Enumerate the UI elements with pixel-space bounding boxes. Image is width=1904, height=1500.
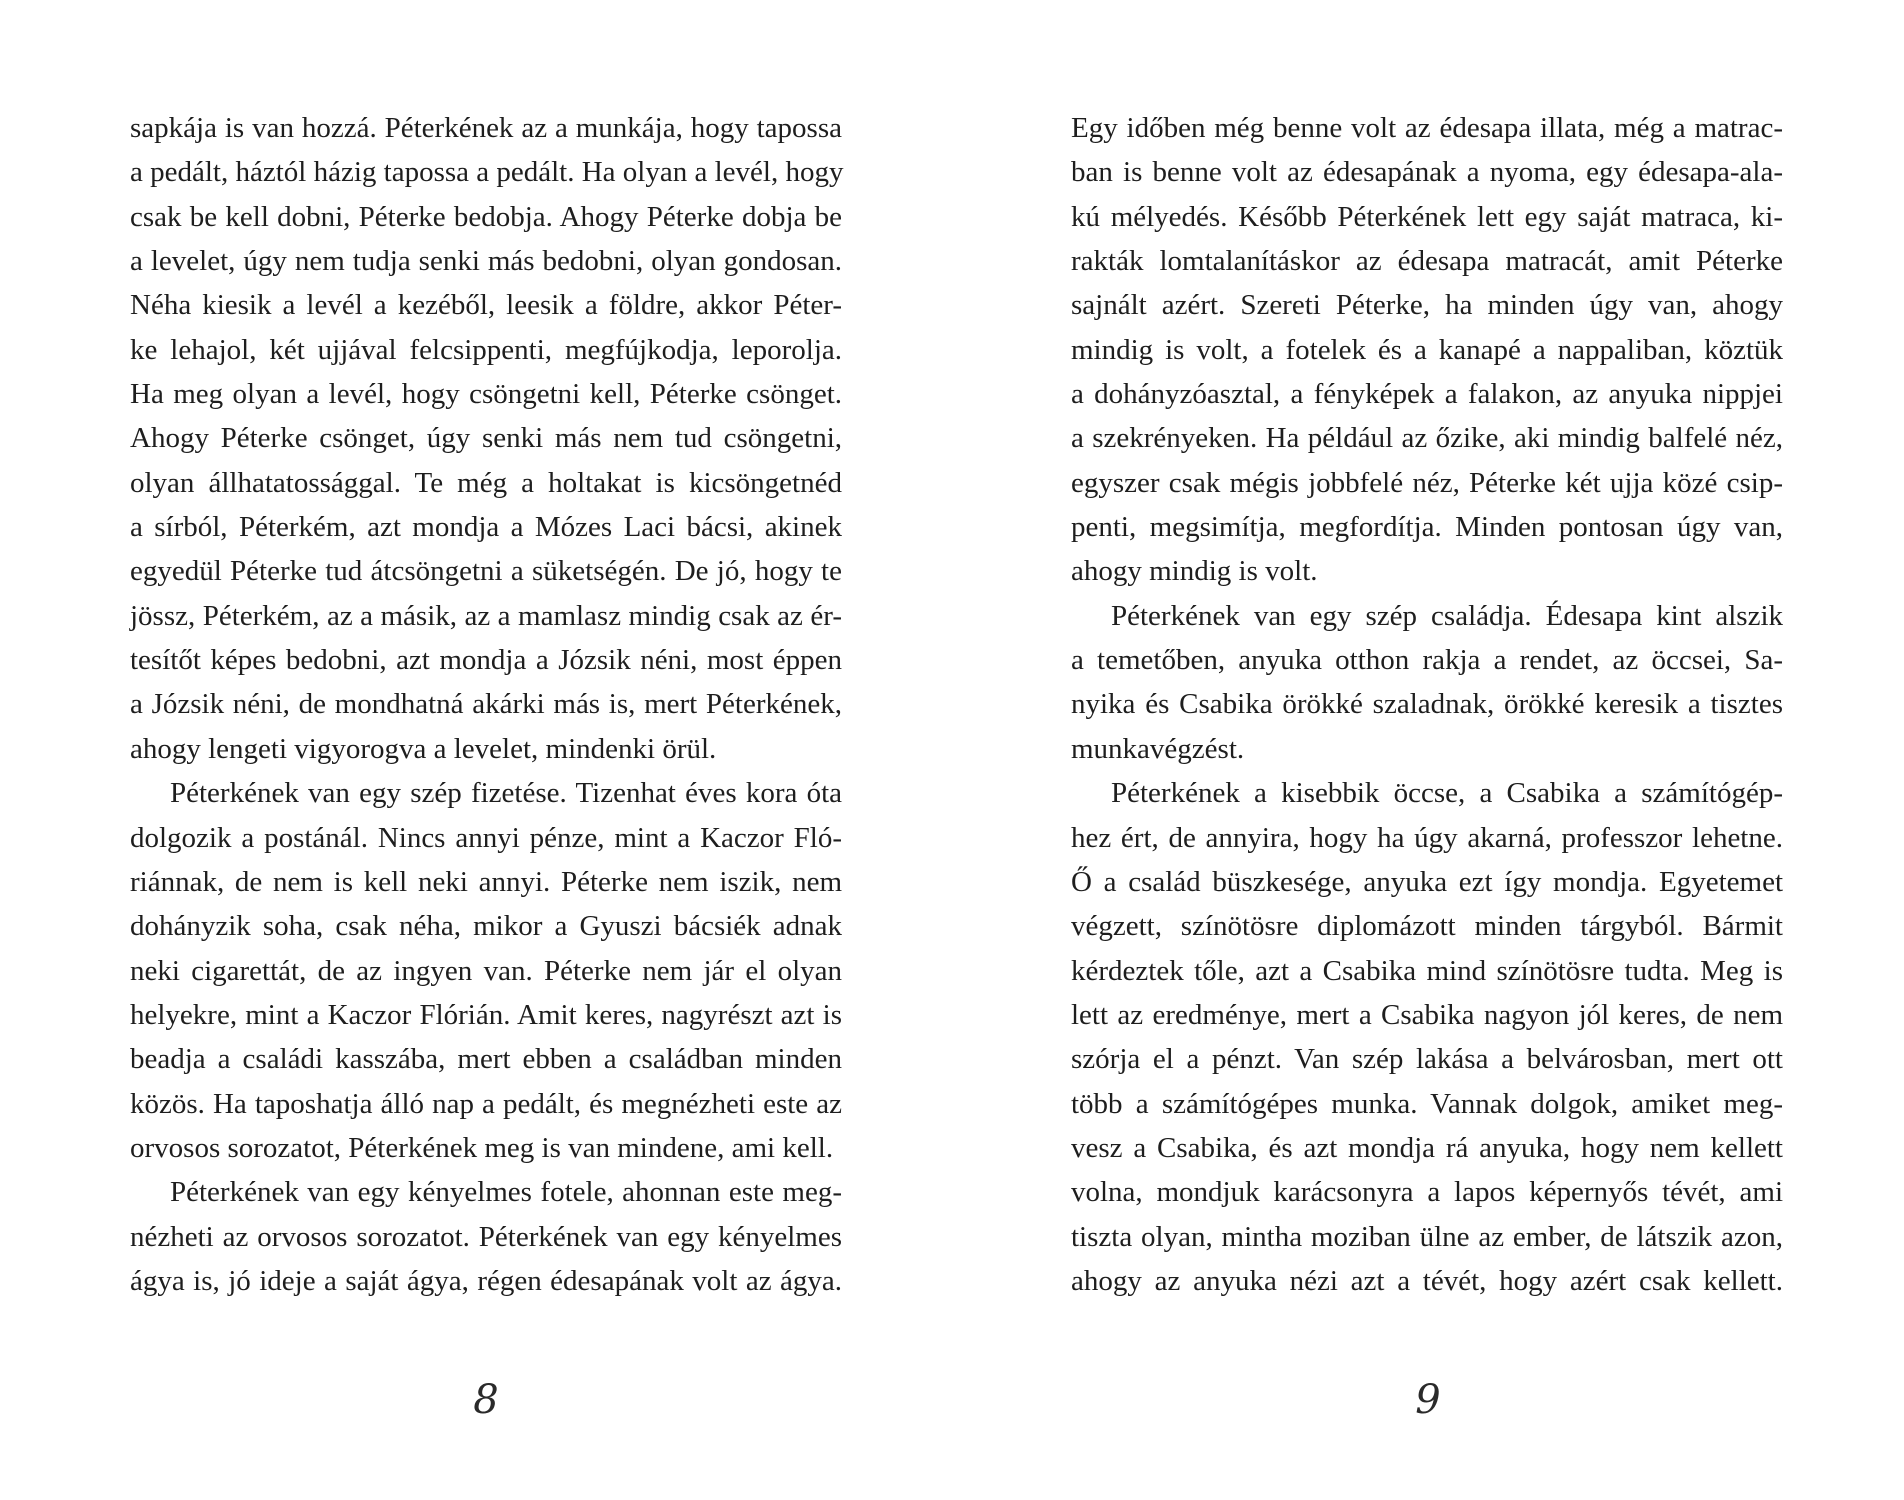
left-page-text	[130, 106, 842, 1303]
text-line: riánnak, de nem is kell neki annyi. Péterke nem iszik, nem	[130, 865, 842, 898]
text-line: munkavégzést.	[1071, 732, 1245, 765]
text-line: lett az eredménye, mert a Csabika nagyon jól keres, de nem	[1071, 998, 1783, 1031]
text-line: volna, mondjuk karácsonyra a lapos képernyős tévét, ami	[1071, 1176, 1783, 1209]
text-line: egyedül Péterke tud átcsöngetni a süketségén. De jó, hogy te	[130, 555, 842, 588]
text-line: végzett, színötösre diplomázott minden tárgyból. Bármit	[1071, 910, 1783, 943]
text-line: Néha kiesik a levél a kezéből, leesik a földre, akkor Péter-	[130, 289, 842, 322]
text-line: rakták lomtalanításkor az édesapa matracát, amit Péterke	[1071, 245, 1783, 278]
text-line: kérdeztek tőle, azt a Csabika mind színötösre tudta. Meg is	[1071, 954, 1783, 987]
text-line: Péterkének van egy kényelmes fotele, ahonnan este meg-	[170, 1176, 842, 1209]
text-line: helyekre, mint a Kaczor Flórián. Amit keres, nagyrészt azt is	[130, 998, 842, 1031]
text-line: Péterkének van egy szép fizetése. Tizenhat éves kora óta	[170, 777, 842, 810]
text-line: több a számítógépes munka. Vannak dolgok, amiket meg-	[1071, 1087, 1783, 1120]
text-line: olyan állhatatossággal. Te még a holtakat is kicsöngetnéd	[130, 466, 842, 499]
text-line: dohányzik soha, csak néha, mikor a Gyuszi bácsiék adnak	[130, 910, 842, 943]
text-line: ahogy lengeti vigyorogva a levelet, mindenki örül.	[130, 732, 717, 765]
text-line: kú mélyedés. Később Péterkének lett egy saját matraca, ki-	[1071, 200, 1783, 233]
text-line: ahogy mindig is volt.	[1071, 555, 1318, 588]
page-number-right: 9	[1415, 1377, 1441, 1423]
text-line: nyika és Csabika örökké szaladnak, örökké keresik a tisztes	[1071, 688, 1783, 721]
page-number-left: 8	[473, 1377, 499, 1423]
text-line: tiszta olyan, mintha moziban ülne az ember, de látszik azon,	[1071, 1220, 1783, 1253]
text-line: penti, megsimítja, megfordítja. Minden pontosan úgy van,	[1071, 511, 1783, 544]
text-line: ahogy az anyuka nézi azt a tévét, hogy azért csak kellett.	[1071, 1264, 1783, 1297]
text-line: beadja a családi kasszába, mert ebben a családban minden	[130, 1043, 842, 1076]
text-line: közös. Ha taposhatja álló nap a pedált, és megnézheti este az	[130, 1087, 842, 1120]
text-line: csak be kell dobni, Péterke bedobja. Ahogy Péterke dobja be	[130, 200, 842, 233]
text-line: a sírból, Péterkém, azt mondja a Mózes Laci bácsi, akinek	[130, 511, 842, 544]
text-line: ban is benne volt az édesapának a nyoma, egy édesapa-ala-	[1071, 156, 1783, 189]
text-line: Ahogy Péterke csönget, úgy senki más nem tud csöngetni,	[130, 422, 842, 455]
text-line: ke lehajol, két ujjával felcsippenti, megfújkodja, leporolja.	[130, 333, 842, 366]
text-line: hez ért, de annyira, hogy ha úgy akarná, professzor lehetne.	[1071, 821, 1783, 854]
text-line: neki cigarettát, de az ingyen van. Péterke nem jár el olyan	[130, 954, 842, 987]
text-line: nézheti az orvosos sorozatot. Péterkének van egy kényelmes	[130, 1220, 842, 1253]
text-line: Ő a család büszkesége, anyuka ezt így mondja. Egyetemet	[1071, 865, 1783, 898]
text-line: mindig is volt, a fotelek és a kanapé a nappaliban, köztük	[1071, 333, 1783, 366]
text-line: a dohányzóasztal, a fényképek a falakon, az anyuka nippjei	[1071, 378, 1783, 411]
right-page-text	[1071, 106, 1783, 1303]
text-line: dolgozik a postánál. Nincs annyi pénze, mint a Kaczor Fló-	[130, 821, 842, 854]
text-line: orvosos sorozatot, Péterkének meg is van mindene, ami kell.	[130, 1131, 834, 1164]
text-line: egyszer csak mégis jobbfelé néz, Péterke két ujja közé csip-	[1071, 466, 1783, 499]
text-line: a pedált, háztól házig tapossa a pedált. Ha olyan a levél, hogy	[130, 156, 844, 189]
text-line: Egy időben még benne volt az édesapa illata, még a matrac-	[1071, 112, 1783, 144]
text-line: vesz a Csabika, és azt mondja rá anyuka, hogy nem kellett	[1071, 1131, 1783, 1164]
text-line: a szekrényeken. Ha például az őzike, aki mindig balfelé néz,	[1071, 422, 1783, 455]
text-line: ágya is, jó ideje a saját ágya, régen édesapának volt az ágya.	[130, 1264, 842, 1297]
text-line: Péterkének a kisebbik öccse, a Csabika a számítógép-	[1111, 777, 1783, 810]
text-line: szórja el a pénzt. Van szép lakása a belvárosban, mert ott	[1071, 1043, 1783, 1076]
text-line: tesítőt képes bedobni, azt mondja a Józsik néni, most éppen	[130, 644, 842, 677]
text-line: sapkája is van hozzá. Péterkének az a munkája, hogy tapossa	[130, 112, 842, 144]
text-line: jössz, Péterkém, az a másik, az a mamlasz mindig csak az ér-	[130, 599, 842, 632]
text-line: Ha meg olyan a levél, hogy csöngetni kell, Péterke csönget.	[130, 378, 842, 411]
text-line: a Józsik néni, de mondhatná akárki más is, mert Péterkének,	[130, 688, 842, 721]
text-line: a temetőben, anyuka otthon rakja a rendet, az öccsei, Sa-	[1071, 644, 1783, 677]
text-line: Péterkének van egy szép családja. Édesapa kint alszik	[1111, 599, 1783, 632]
text-line: sajnált azért. Szereti Péterke, ha minden úgy van, ahogy	[1071, 289, 1783, 322]
text-line: a levelet, úgy nem tudja senki más bedobni, olyan gondosan.	[130, 245, 842, 278]
